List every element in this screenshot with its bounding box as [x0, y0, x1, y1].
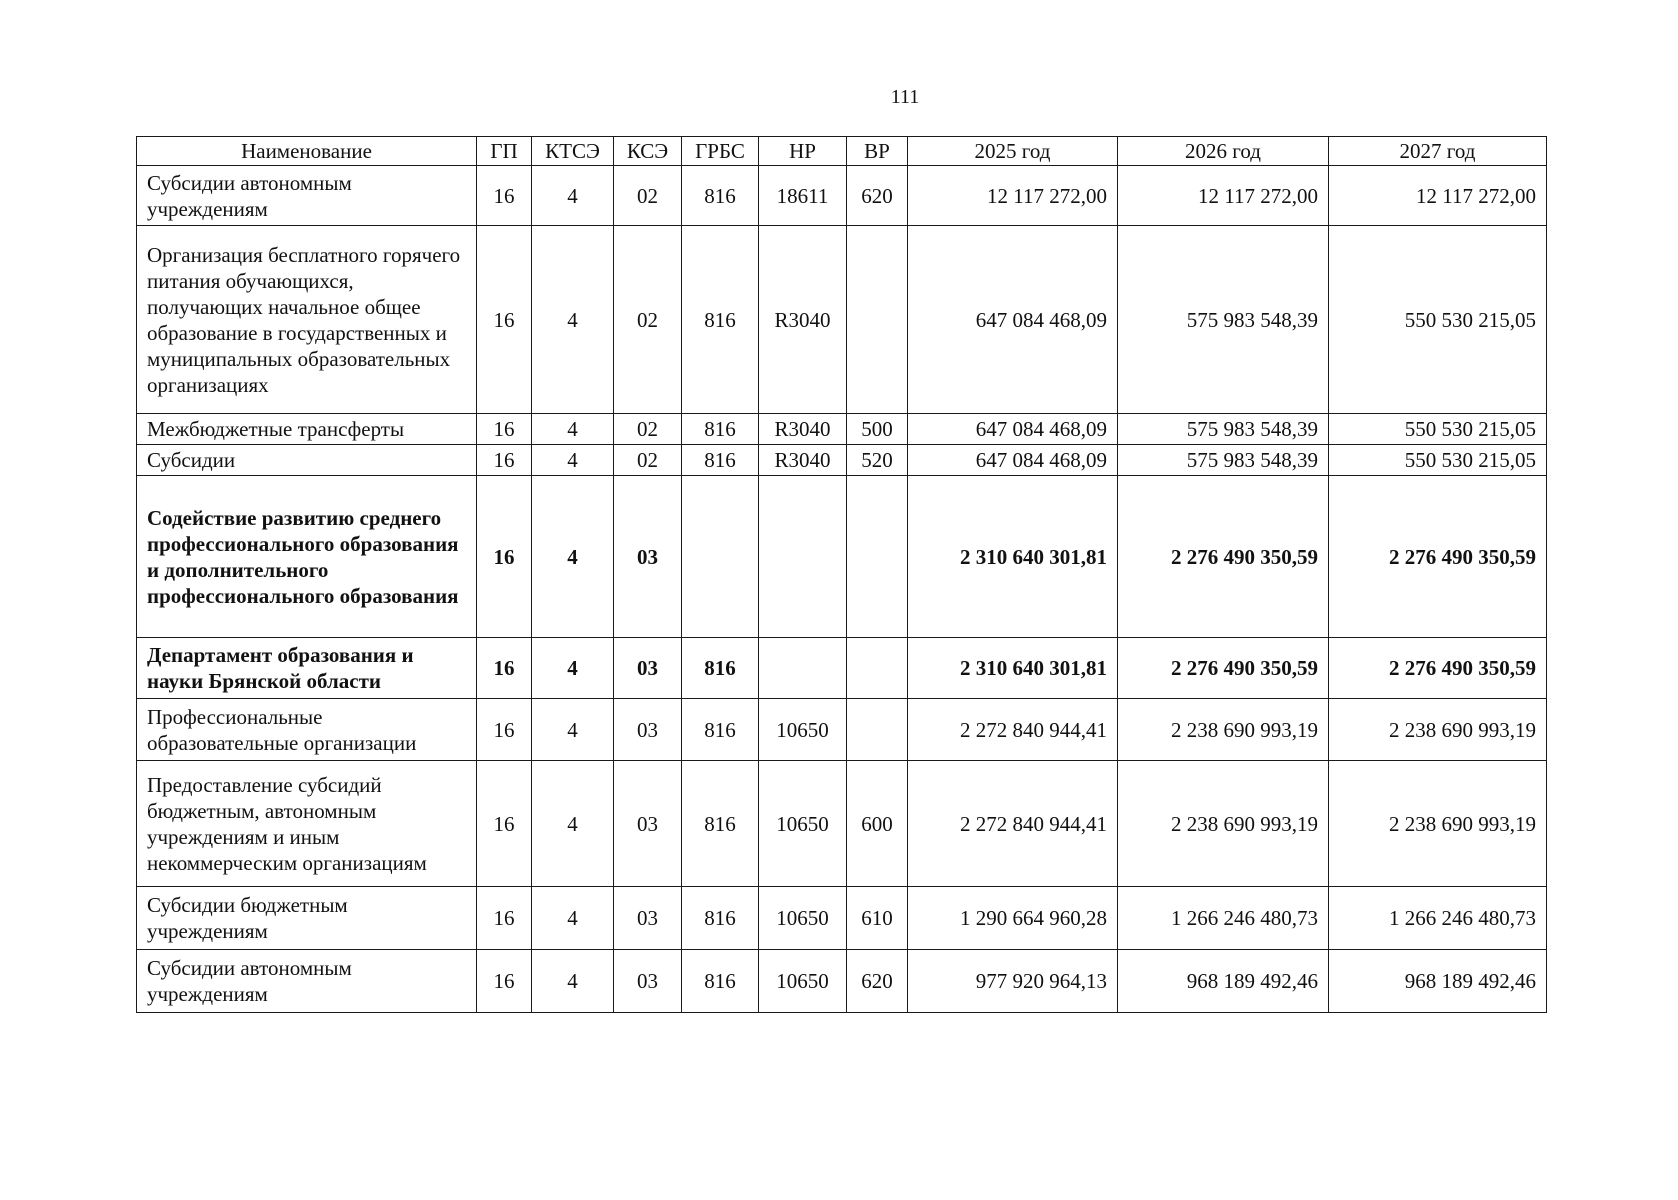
- row-gp: 16: [477, 226, 532, 414]
- row-vr: 620: [847, 950, 908, 1013]
- row-grbs: 816: [682, 414, 759, 445]
- row-name: Субсидии бюджетным учреждениям: [137, 887, 477, 950]
- row-nr: [759, 476, 847, 638]
- row-ktse: 4: [532, 166, 614, 226]
- row-name: Предоставление субсидий бюджетным, автономным учреждениям и иным некоммерческим организациям: [137, 761, 477, 887]
- table-row: [137, 699, 1547, 761]
- row-vr: 620: [847, 166, 908, 226]
- row-2026: 575 983 548,39: [1118, 445, 1329, 476]
- row-vr: [847, 638, 908, 699]
- row-grbs: 816: [682, 699, 759, 761]
- row-gp: 16: [477, 476, 532, 638]
- row-grbs: 816: [682, 166, 759, 226]
- row-nr: R3040: [759, 226, 847, 414]
- row-2027: 968 189 492,46: [1329, 950, 1547, 1013]
- row-nr: R3040: [759, 414, 847, 445]
- row-nr: 10650: [759, 887, 847, 950]
- row-kse: 02: [614, 166, 682, 226]
- row-vr: 600: [847, 761, 908, 887]
- row-gp: 16: [477, 445, 532, 476]
- row-name: Содействие развитию среднего профессионального образования и дополнительного профессионального образования: [137, 476, 477, 638]
- row-grbs: 816: [682, 445, 759, 476]
- row-gp: 16: [477, 699, 532, 761]
- row-kse: 03: [614, 887, 682, 950]
- row-ktse: 4: [532, 445, 614, 476]
- table-header-row: [137, 137, 1547, 166]
- row-vr: [847, 699, 908, 761]
- table-row: [137, 414, 1547, 445]
- row-2025: 2 272 840 944,41: [908, 761, 1118, 887]
- row-ktse: 4: [532, 950, 614, 1013]
- row-2025: 977 920 964,13: [908, 950, 1118, 1013]
- table-row: [137, 166, 1547, 226]
- row-2026: 2 238 690 993,19: [1118, 699, 1329, 761]
- row-nr: 18611: [759, 166, 847, 226]
- row-kse: 03: [614, 638, 682, 699]
- row-ktse: 4: [532, 887, 614, 950]
- row-2025: 12 117 272,00: [908, 166, 1118, 226]
- row-2027: 550 530 215,05: [1329, 414, 1547, 445]
- row-ktse: 4: [532, 699, 614, 761]
- row-name: Организация бесплатного горячего питания обучающихся, получающих начальное общее образование в государственных и муниципальных образовательных организациях: [137, 226, 477, 414]
- row-gp: 16: [477, 761, 532, 887]
- header-2026: 2026 год: [1118, 137, 1329, 166]
- row-2026: 2 238 690 993,19: [1118, 761, 1329, 887]
- row-vr: 610: [847, 887, 908, 950]
- row-grbs: [682, 476, 759, 638]
- row-vr: 500: [847, 414, 908, 445]
- row-nr: [759, 638, 847, 699]
- table-row: [137, 445, 1547, 476]
- header-ktse: КТСЭ: [532, 137, 614, 166]
- header-nr: НР: [759, 137, 847, 166]
- header-2025: 2025 год: [908, 137, 1118, 166]
- row-2025: 647 084 468,09: [908, 445, 1118, 476]
- row-name: Субсидии автономным учреждениям: [137, 166, 477, 226]
- table-row: [137, 950, 1547, 1013]
- row-kse: 02: [614, 445, 682, 476]
- row-ktse: 4: [532, 761, 614, 887]
- row-grbs: 816: [682, 887, 759, 950]
- row-2026: 968 189 492,46: [1118, 950, 1329, 1013]
- row-2026: 12 117 272,00: [1118, 166, 1329, 226]
- row-kse: 03: [614, 761, 682, 887]
- budget-table: [136, 136, 1547, 1013]
- row-2027: 1 266 246 480,73: [1329, 887, 1547, 950]
- row-2025: 2 310 640 301,81: [908, 638, 1118, 699]
- page-number: 111: [890, 86, 920, 108]
- row-kse: 03: [614, 476, 682, 638]
- table-row: [137, 761, 1547, 887]
- row-kse: 03: [614, 699, 682, 761]
- row-ktse: 4: [532, 476, 614, 638]
- row-2026: 575 983 548,39: [1118, 414, 1329, 445]
- row-vr: 520: [847, 445, 908, 476]
- row-ktse: 4: [532, 638, 614, 699]
- row-kse: 02: [614, 414, 682, 445]
- row-2026: 2 276 490 350,59: [1118, 476, 1329, 638]
- row-nr: 10650: [759, 950, 847, 1013]
- row-2025: 647 084 468,09: [908, 414, 1118, 445]
- row-2027: 2 276 490 350,59: [1329, 476, 1547, 638]
- row-2026: 575 983 548,39: [1118, 226, 1329, 414]
- row-ktse: 4: [532, 226, 614, 414]
- row-name: Профессиональные образовательные организации: [137, 699, 477, 761]
- row-2027: 550 530 215,05: [1329, 226, 1547, 414]
- header-vr: ВР: [847, 137, 908, 166]
- row-gp: 16: [477, 166, 532, 226]
- row-2025: 647 084 468,09: [908, 226, 1118, 414]
- row-gp: 16: [477, 414, 532, 445]
- row-2027: 2 238 690 993,19: [1329, 699, 1547, 761]
- header-grbs: ГРБС: [682, 137, 759, 166]
- row-name: Межбюджетные трансферты: [137, 414, 477, 445]
- table-row: [137, 638, 1547, 699]
- table-row: [137, 226, 1547, 414]
- row-name: Субсидии автономным учреждениям: [137, 950, 477, 1013]
- row-nr: R3040: [759, 445, 847, 476]
- row-ktse: 4: [532, 414, 614, 445]
- row-2026: 2 276 490 350,59: [1118, 638, 1329, 699]
- row-grbs: 816: [682, 761, 759, 887]
- row-2027: 550 530 215,05: [1329, 445, 1547, 476]
- row-vr: [847, 226, 908, 414]
- row-2027: 2 238 690 993,19: [1329, 761, 1547, 887]
- header-gp: ГП: [477, 137, 532, 166]
- header-2027: 2027 год: [1329, 137, 1547, 166]
- table-row: [137, 476, 1547, 638]
- row-2025: 2 272 840 944,41: [908, 699, 1118, 761]
- row-vr: [847, 476, 908, 638]
- row-gp: 16: [477, 950, 532, 1013]
- row-name: Департамент образования и науки Брянской области: [137, 638, 477, 699]
- row-kse: 03: [614, 950, 682, 1013]
- row-grbs: 816: [682, 226, 759, 414]
- row-2025: 2 310 640 301,81: [908, 476, 1118, 638]
- row-nr: 10650: [759, 699, 847, 761]
- row-grbs: 816: [682, 638, 759, 699]
- row-kse: 02: [614, 226, 682, 414]
- row-2025: 1 290 664 960,28: [908, 887, 1118, 950]
- row-grbs: 816: [682, 950, 759, 1013]
- row-nr: 10650: [759, 761, 847, 887]
- header-name: Наименование: [137, 137, 477, 166]
- header-kse: КСЭ: [614, 137, 682, 166]
- row-gp: 16: [477, 638, 532, 699]
- row-2026: 1 266 246 480,73: [1118, 887, 1329, 950]
- table-row: [137, 887, 1547, 950]
- row-2027: 12 117 272,00: [1329, 166, 1547, 226]
- row-name: Субсидии: [137, 445, 477, 476]
- row-gp: 16: [477, 887, 532, 950]
- row-2027: 2 276 490 350,59: [1329, 638, 1547, 699]
